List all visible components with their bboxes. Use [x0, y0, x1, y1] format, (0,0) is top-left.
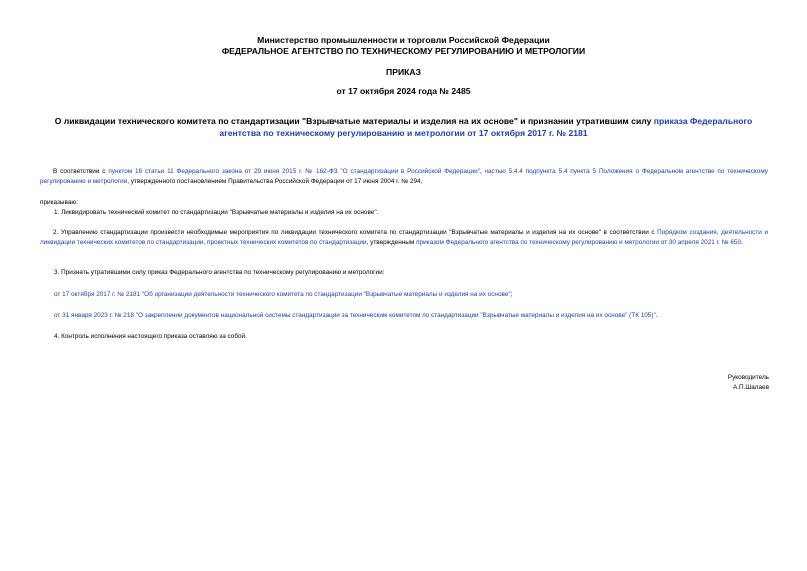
item-4: 4. Контроль исполнения настоящего приказа оставляю за собой.: [54, 333, 247, 340]
preamble-link-law[interactable]: пунктом 16 статьи 11 Федерального закона от 29 июня 2015 г. № 162-ФЗ "О стандартизации в Российской Федерации": [108, 168, 480, 175]
item-2: [40, 228, 768, 247]
order-word: приказываю:: [40, 199, 78, 206]
doc-type: ПРИКАЗ: [386, 67, 421, 77]
signature-name: А.П.Шалаев: [732, 384, 769, 391]
preamble-text-2: ,: [479, 168, 485, 175]
preamble-paragraph: [40, 167, 768, 186]
doc-title-text: О ликвидации технического комитета по стандартизации "Взрывчатые материалы и изделия на их основе" и признании утратившим силу: [54, 116, 654, 126]
preamble-text-3: , утвержденного постановлением Правительства Российской Федерации от 17 июня 2004 г. № 294,: [127, 177, 423, 185]
agency-name: ФЕДЕРАЛЬНОЕ АГЕНТСТВО ПО ТЕХНИЧЕСКОМУ РЕГУЛИРОВАНИЮ И МЕТРОЛОГИИ: [221, 46, 586, 56]
item-3a-link[interactable]: от 17 октября 2017 г. № 2181 "Об организации деятельности технического комитета по стандартизации "Взрывчатые материалы и изделия на их основе": [54, 291, 511, 298]
ministry-name: Министерство промышленности и торговли Российской Федерации: [257, 35, 550, 45]
doc-title: [40, 115, 767, 139]
item-2-link-procedure[interactable]: Порядком создания, деятельности и ликвидации технических комитетов по стандартизации, проектных технических комитетов по стандартизации: [40, 229, 768, 246]
item-3b-tail: .: [655, 312, 658, 319]
item-2-text-3: .: [741, 238, 743, 246]
item-3a: [54, 290, 768, 300]
doc-title-link[interactable]: приказа Федерального агентства по техническому регулированию и метрологии от 17 октября 2017 г. № 2181: [219, 116, 753, 138]
preamble-text-1: В соответствии с: [53, 168, 109, 175]
item-2-text-2: , утвержденным: [366, 238, 417, 246]
item-3b: [54, 311, 768, 321]
item-3a-tail: ;: [510, 291, 513, 298]
item-2-text-1: 2. Управлению стандартизации произвести необходимые мероприятия по ликвидации технического комитета по стандартизации "Взрывчатые материалы и изделия на их основе" в соответствии с: [53, 229, 658, 236]
doc-date-number: от 17 октября 2024 года № 2485: [336, 86, 471, 96]
signature-position: Руководитель: [727, 374, 769, 381]
item-3: 3. Признать утратившими силу приказ Федерального агентства по техническому регулированию и метрологии:: [54, 269, 385, 276]
item-1: 1. Ликвидировать технический комитет по стандартизации "Взрывчатые материалы и изделия на их основе".: [54, 209, 379, 216]
preamble-link-regulation[interactable]: частью 5.4.4 подпункта 5.4 пункта 5 Положения о Федеральном агентстве по техническому регулированию и метрологии: [40, 168, 768, 185]
item-2-link-order[interactable]: приказом Федерального агентства по техническому регулированию и метрологии от 30 апреля 2021 г. № 650: [416, 238, 742, 246]
item-3b-link[interactable]: от 31 января 2023 г. № 218 "О закреплении документов национальной системы стандартизации за техническим комитетом по стандартизации "Взрывчатые материалы и изделия на их основе" (ТК 105)": [54, 312, 656, 319]
